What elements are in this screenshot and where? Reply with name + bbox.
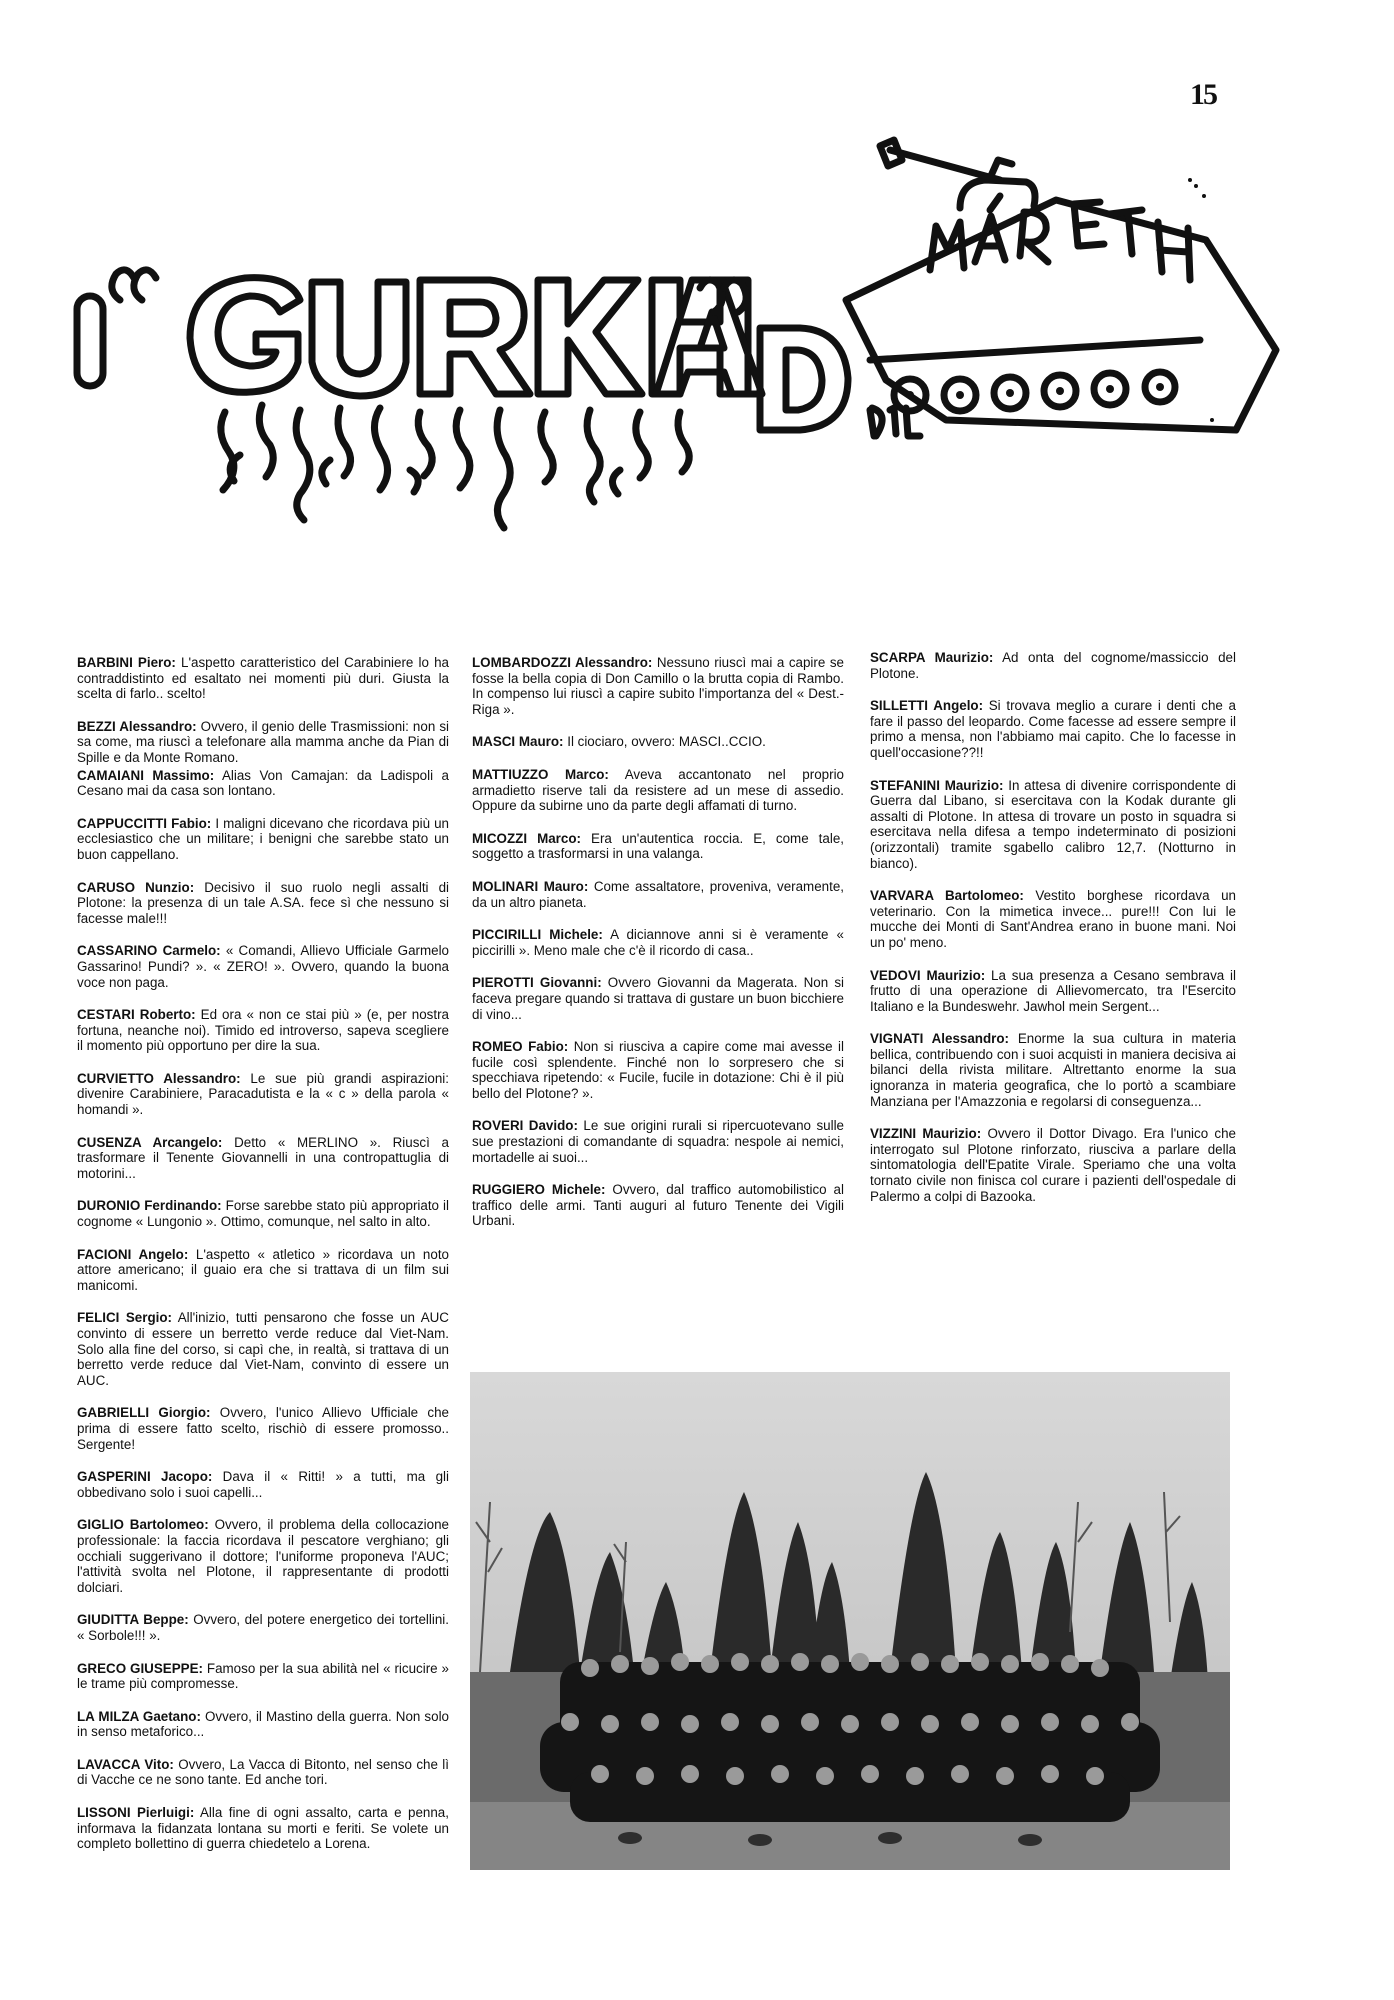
entry-curvietto (77, 1071, 449, 1118)
entry-text: Ed ora « non ce stai più » (e, per nostra fortuna, neanche noi). Timido ed introverso, sapeva scegliere il momento più opportuno per dire la sua. (77, 1007, 449, 1054)
entry-name: LISSONI Pierluigi: (77, 1805, 195, 1821)
entry-name: CAPPUCCITTI Fabio: (77, 815, 212, 831)
entry-text: Ovvero, il Mastino della guerra. Non solo in senso metaforico... (77, 1708, 449, 1740)
entry-text: Detto « MERLINO ». Riuscì a trasformare il Tenente Giovannelli in una contropattuglia di motorini... (77, 1134, 449, 1181)
entry-name: FELICI Sergio: (77, 1310, 172, 1326)
entry-pierotti (472, 975, 844, 1022)
entry-molinari (472, 879, 844, 910)
entry-text: Enorme la sua cultura in materia bellica, contribuendo con i suoi acquisti in maniera decisiva ai bilanci della rivista militare. Altrettanto enorme la sua ignoranza in materia geografica, che lo portò a scambiare Manziana per l'Amazzonia e regolarsi di conseguenza... (870, 1031, 1236, 1109)
entry-text: Ad onta del cognome/massiccio del Plotone. (870, 650, 1236, 681)
entry-bezzi (77, 719, 449, 766)
entry-masci (472, 734, 844, 750)
entry-name: PICCIRILLI Michele: (472, 927, 603, 943)
entry-name: ROMEO Fabio: (472, 1039, 569, 1055)
entry-name: BARBINI Piero: (77, 655, 176, 670)
entry-name: RUGGIERO Michele: (472, 1182, 606, 1198)
entry-text: Come assaltatore, proveniva, veramente, da un altro pianeta. (472, 878, 844, 910)
entry-text: Famoso per la sua abilità nel « ricucire » le trame più compromesse. (77, 1660, 450, 1692)
entry-name: FACIONI Angelo: (77, 1246, 189, 1262)
entry-text: Forse sarebbe stato più appropriato il cognome « Lungonio ». Ottimo, comunque, nel salto in alto. (77, 1198, 449, 1230)
entry-caruso (77, 880, 449, 927)
entry-vignati (870, 1031, 1236, 1109)
entry-vizzini (870, 1126, 1236, 1204)
entry-name: SILLETTI Angelo: (870, 698, 984, 714)
entry-text: Ovvero il Dottor Divago. Era l'unico che interrogato sul Plotone rinforzato, riusciva a parlare della sintomatologia dell'Epatite Virale. Speriamo che una volta tornato civile non finisca col curare i pazienti dell'ospedale di Palermo a colpi di Bazooka. (870, 1126, 1237, 1204)
entry-romeo (472, 1039, 844, 1101)
entry-name: MICOZZI Marco: (472, 830, 581, 846)
entry-name: VIZZINI Maurizio: (870, 1126, 982, 1142)
entry-text: I maligni dicevano che ricordava più un ecclesiastico che un militare; i benigni che sarebbe stato un buon cappellano. (77, 815, 449, 862)
entry-la-milza (77, 1709, 449, 1740)
entry-cassarino (77, 943, 449, 990)
entry-name: VARVARA Bartolomeo: (870, 888, 1024, 904)
entry-text: Ovvero, dal traffico automobilistico al traffico delle armi. Tanti auguri al futuro Tenente dei Vigili Urbani. (472, 1182, 844, 1229)
entry-name: SCARPA Maurizio: (870, 650, 994, 665)
entry-gabrielli (77, 1405, 449, 1452)
entry-text: Ovvero, il problema della collocazione professionale: la faccia ricordava il pescatore verghiano; gli occhiali suggerivano il dottore; l'uniforme proponeva l'AUC; l'attività svolta nel Plotone, il rappresentante di prodotti dolciari. (77, 1517, 449, 1595)
entry-text: Era un'autentica roccia. E, come tale, soggetto a trasformarsi in una valanga. (472, 830, 844, 862)
entry-text: Ovvero, del potere energetico dei tortellini. « Sorbole!!! ». (77, 1612, 450, 1643)
entry-name: VEDOVI Maurizio: (870, 967, 986, 983)
entry-duronio (77, 1198, 449, 1229)
entry-text: Dava il « Ritti! » a tutti, ma gli obbedivano solo i suoi capelli... (77, 1469, 449, 1500)
entry-text: All'inizio, tutti pensarono che fosse un AUC convinto di essere un berretto verde reduce dal Viet-Nam. Solo alla fine del corso, si capì che, in realtà, si trattava di un berretto verde reduce dal Viet-Nam, convinto di essere un AUC. (77, 1310, 449, 1388)
entry-text: Ovvero Giovanni da Magerata. Non si faceva pregare quando si trattava di gustare un buon bicchiere di vino... (472, 975, 844, 1022)
entry-cappuccitti (77, 816, 449, 863)
entry-text: Ovvero, il genio delle Trasmissioni: non si sa come, ma riuscì a telefonare alla mamma anche da Pian di Spille e da Monte Romano. (77, 718, 449, 765)
entry-gasperini (77, 1469, 449, 1500)
entry-text: Ovvero, La Vacca di Bitonto, nel senso che lì di Vacche ce ne sono tante. Ed anche tori. (77, 1756, 449, 1788)
entry-text: Decisivo il suo ruolo negli assalti di Plotone: la presenza di un tale A.SA. fece sì che nessuno si facesse male!!! (77, 879, 449, 926)
entry-barbini (77, 655, 449, 702)
entry-silletti (870, 698, 1236, 760)
entry-name: GASPERINI Jacopo: (77, 1469, 213, 1485)
entry-felici (77, 1310, 449, 1388)
column-left (77, 655, 449, 1869)
entry-text: L'aspetto « atletico » ricordava un noto attore americano; il guaio era che si trattava di un film sui manicomi. (77, 1246, 449, 1293)
entry-mattiuzzo (472, 767, 844, 814)
entry-cusenza (77, 1135, 449, 1182)
entry-piccirilli (472, 927, 844, 958)
entry-name: CURVIETTO Alessandro: (77, 1070, 241, 1086)
entry-lissoni (77, 1805, 449, 1852)
column-middle (472, 655, 844, 1246)
page-number: 15 (1190, 78, 1216, 111)
entry-name: CASSARINO Carmelo: (77, 943, 221, 959)
entry-name: LA MILZA Gaetano: (77, 1708, 201, 1724)
entry-name: GIGLIO Bartolomeo: (77, 1517, 209, 1533)
entry-text: Il ciociaro, ovvero: MASCI..CCIO. (563, 734, 766, 750)
entry-name: LOMBARDOZZI Alessandro: (472, 655, 653, 670)
entry-text: Si trovava meglio a curare i denti che a fare il passo del leopardo. Come facesse ad essere sempre il primo a mensa, non l'abbiamo mai capito. Che lo facesse in quell'occasione??!! (870, 698, 1236, 760)
entry-giglio (77, 1517, 449, 1595)
entry-text: A diciannove anni si è veramente « piccirilli ». Meno male che c'è il ricordo di casa.. (472, 927, 844, 958)
entry-text: Aveva accantonato nel proprio armadietto riserve tali da resistere ad un mese di assedio. Oppure da subirne uno da parte degli affamati di turno. (472, 766, 844, 814)
column-right (870, 650, 1236, 1221)
entry-scarpa (870, 650, 1236, 681)
entry-text: Alias Von Camajan: da Ladispoli a Cesano mai da casa son lontano. (77, 767, 449, 799)
entry-text: Non si riusciva a capire come mai avesse il fucile così splendente. Finché non lo sorpresero che si specchiava ripetendo: « Fucile, fucile in dotazione: Chi è il più bello del Plotone? ». (472, 1039, 844, 1101)
entry-name: VIGNATI Alessandro: (870, 1031, 1010, 1047)
entry-name: MOLINARI Mauro: (472, 878, 589, 894)
entry-name: GIUDITTA Beppe: (77, 1612, 189, 1628)
entry-roveri (472, 1118, 844, 1165)
group-photo (470, 1372, 1230, 1870)
entry-facioni (77, 1247, 449, 1294)
entry-varvara (870, 888, 1236, 950)
entry-name: DURONIO Ferdinando: (77, 1198, 222, 1214)
entry-name: CARUSO Nunzio: (77, 879, 195, 895)
entry-text: Nessuno riuscì mai a capire se fosse la bella copia di Don Camillo o la brutta copia di Rambo. In compenso lui riuscì a capire subito l'importanza del « Dest.-Riga ». (472, 655, 844, 717)
entry-name: PIEROTTI Giovanni: (472, 975, 602, 991)
entry-camaiani (77, 768, 449, 799)
entry-name: CUSENZA Arcangelo: (77, 1134, 223, 1150)
entry-stefanini (870, 778, 1236, 872)
entry-name: MASCI Mauro: (472, 734, 564, 750)
entry-text: Alla fine di ogni assalto, carta e penna, informava la fidanzata lontana su morti e feriti. Se volete un completo bollettino di guerra chiedetelo a Lorena. (77, 1805, 449, 1852)
entry-text: L'aspetto caratteristico del Carabiniere lo ha contraddistinto ed esaltato nei momenti più duri. Giusta la scelta di farlo.. scelto! (77, 655, 449, 702)
entry-name: CAMAIANI Massimo: (77, 767, 215, 783)
entry-cestari (77, 1007, 449, 1054)
entry-text: Vestito borghese ricordava un veterinario. Con la mimetica invece... pure!!! Con lui le mucche dei Monti di Sant'Andrea erano in buone mani. Noi un po' meno. (870, 888, 1236, 950)
entry-name: BEZZI Alessandro: (77, 718, 197, 734)
entry-lavacca (77, 1757, 449, 1788)
entry-text: Le sue origini rurali si ripercuotevano sulle sue prestazioni di comandante di squadra: nespole ai nemici, mortadelle ai suoi... (472, 1118, 844, 1165)
entry-name: CESTARI Roberto: (77, 1007, 196, 1023)
entry-name: GRECO GIUSEPPE: (77, 1660, 203, 1676)
entry-text: Le sue più grandi aspirazioni: divenire Carabiniere, Paracadutista e la « c » della parola « homandi ». (77, 1070, 449, 1118)
entry-vedovi (870, 968, 1236, 1015)
entry-name: MATTIUZZO Marco: (472, 766, 609, 782)
entry-greco (77, 1661, 449, 1692)
entry-text: Ovvero, l'unico Allievo Ufficiale che prima di essere fatto scelto, rischiò di essere promosso.. Sergente! (77, 1405, 449, 1452)
entry-text: La sua presenza a Cesano sembrava il frutto di una operazione di Allievomercato, tra l'Esercito Italiano e la Bundeswehr. Jawhol mein Sergent... (870, 967, 1236, 1014)
entry-lombardozzi (472, 655, 844, 717)
entry-name: LAVACCA Vito: (77, 1756, 174, 1772)
entry-name: GABRIELLI Giorgio: (77, 1405, 211, 1421)
entry-micozzi (472, 831, 844, 862)
entry-text: In attesa di divenire corrispondente di Guerra dal Libano, si esercitava con la Kodak durante gli assalti di Plotone. In attesa di trovare un posto in squadra si esercitava nella difesa a tempo indeterminato di posizioni (orizzontali) tramite sgabello calibro 12,7. (Notturno in bianco). (870, 777, 1236, 871)
entry-text: « Comandi, Allievo Ufficiale Garmelo Gassarino! Pundi? ». « ZERO! ». Ovvero, quando la buona voce non paga. (77, 943, 450, 990)
entry-name: STEFANINI Maurizio: (870, 777, 1004, 793)
entry-giuditta (77, 1612, 449, 1643)
entry-name: ROVERI Davido: (472, 1118, 578, 1134)
header-illustration (0, 0, 1394, 580)
entry-ruggiero (472, 1182, 844, 1229)
